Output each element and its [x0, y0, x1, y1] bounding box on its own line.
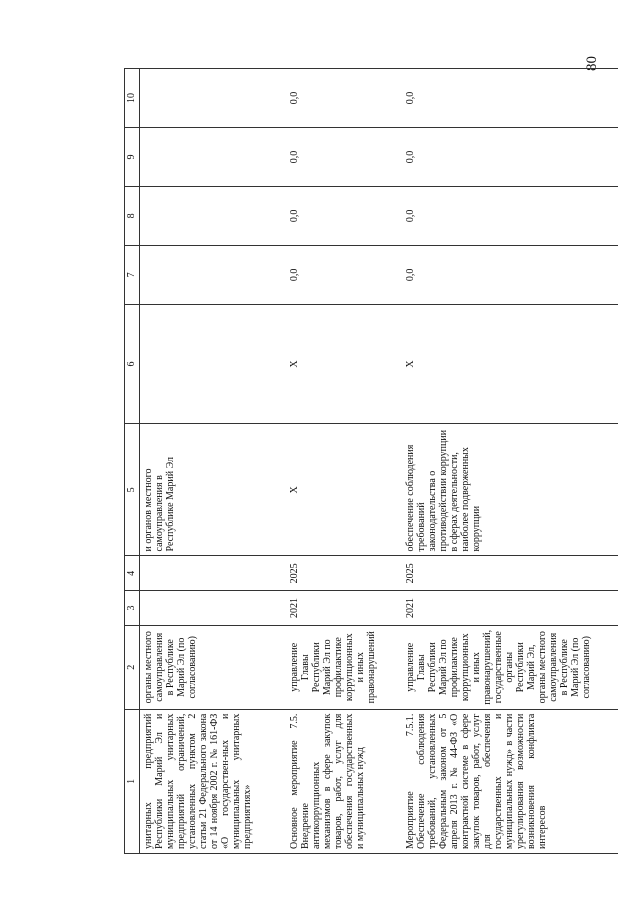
- cell-start-year: 2021: [286, 591, 402, 626]
- cell-executor: управление Главы Республики Марий Эл по профилактике коррупционных и иных правонарушений: [286, 625, 402, 709]
- page-number: 80: [584, 56, 600, 71]
- header-col-9: 9: [125, 127, 140, 186]
- cell-col6: [140, 304, 287, 423]
- header-col-6: 6: [125, 304, 140, 423]
- cell-col7: 0,0: [402, 245, 618, 304]
- cell-activity: Мероприятие 7.5.1. Обеспечение соблюдения требований, установленных Федеральным законом от 5 апреля 2013 г. № 44-ФЗ «О контрактной системе в сфере закупок товаров, работ, услуг для обеспечения государственных и муниципальных нужд» в части урегулирования возможности возникновения конфликта интересов: [402, 709, 618, 853]
- cell-col9: [140, 127, 287, 186]
- cell-activity: унитарных предприятий Республики Марий Эл и муниципальных унитарных предприятий ограничений, установленных пунктом 2 статьи 21 Федерального закона от 14 ноября 2002 г. № 161-ФЗ «О государствен-ных и муниципальных унитарных предприятиях»: [140, 709, 287, 853]
- header-col-10: 10: [125, 69, 140, 128]
- cell-col6: Х: [402, 304, 618, 423]
- cell-end-year: [140, 556, 287, 591]
- header-col-8: 8: [125, 186, 140, 245]
- cell-col10: 0,0: [402, 69, 618, 128]
- cell-col9: 0,0: [402, 127, 618, 186]
- cell-result: обеспечение соблюдения требований законодательства о противодействии коррупции в сферах деятельности, наиболее подверженных коррупции: [402, 424, 618, 556]
- cell-col10: 0,0: [286, 69, 402, 128]
- header-col-4: 4: [125, 556, 140, 591]
- cell-end-year: 2025: [402, 556, 618, 591]
- header-col-3: 3: [125, 591, 140, 626]
- header-col-7: 7: [125, 245, 140, 304]
- table-row: [402, 69, 618, 854]
- header-col-5: 5: [125, 424, 140, 556]
- header-col-2: 2: [125, 625, 140, 709]
- cell-start-year: [140, 591, 287, 626]
- cell-result: Х: [286, 424, 402, 556]
- table-row: [286, 69, 402, 854]
- cell-col8: [140, 186, 287, 245]
- cell-result: и органов местного самоуправления в Республике Марий Эл: [140, 424, 287, 556]
- program-table: [124, 68, 618, 854]
- table-row: [140, 69, 287, 854]
- cell-executor: управление Главы Республики Марий Эл по профилактике коррупционных и иных правонарушений, государственные органы Республики Марий Эл, органы местного самоуправления в Республике Марий Эл (по согласованию): [402, 625, 618, 709]
- table-container: [124, 68, 606, 854]
- cell-end-year: 2025: [286, 556, 402, 591]
- table-header-row: [125, 69, 140, 854]
- cell-col9: 0,0: [286, 127, 402, 186]
- cell-col7: 0,0: [286, 245, 402, 304]
- cell-activity: Основное мероприятие 7.5. Внедрение антикоррупционных механизмов в сфере закупок товаров, работ, услуг для обеспечения государственных и муниципальных нужд: [286, 709, 402, 853]
- cell-executor: органы местного самоуправления в Республике Марий Эл (по согласованию): [140, 625, 287, 709]
- cell-col8: 0,0: [286, 186, 402, 245]
- cell-col8: 0,0: [402, 186, 618, 245]
- cell-col6: Х: [286, 304, 402, 423]
- cell-col7: [140, 245, 287, 304]
- cell-start-year: 2021: [402, 591, 618, 626]
- cell-col10: [140, 69, 287, 128]
- header-col-1: 1: [125, 709, 140, 853]
